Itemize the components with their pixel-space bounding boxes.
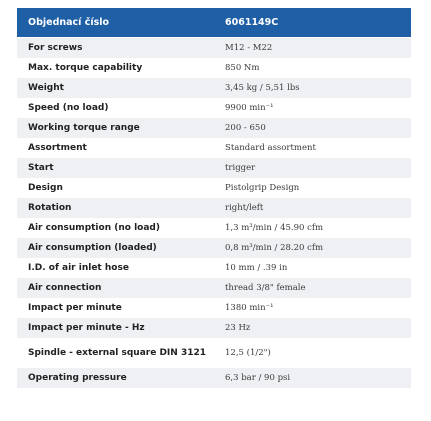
spec-value: right/left <box>214 198 411 218</box>
spec-value: 1,3 m³/min / 45.90 cfm <box>214 218 411 238</box>
spec-value: Standard assortment <box>214 138 411 158</box>
spec-value: 850 Nm <box>214 58 411 78</box>
table-row <box>17 58 411 78</box>
table-row <box>17 78 411 98</box>
table-row <box>17 178 411 198</box>
table-row <box>17 258 411 278</box>
spec-label: For screws <box>17 38 214 59</box>
spec-value: 10 mm / .39 in <box>214 258 411 278</box>
table-row <box>17 278 411 298</box>
spec-value: Pistolgrip Design <box>214 178 411 198</box>
spec-label: Impact per minute <box>17 298 214 318</box>
spec-value: 1380 min⁻¹ <box>214 298 411 318</box>
table-row <box>17 118 411 138</box>
spec-label: Assortment <box>17 138 214 158</box>
spec-table <box>17 8 411 388</box>
spec-label: I.D. of air inlet hose <box>17 258 214 278</box>
spec-value: 200 - 650 <box>214 118 411 138</box>
spec-value: trigger <box>214 158 411 178</box>
header-value: 6061149C <box>214 8 411 38</box>
header-label: Objednací číslo <box>17 8 214 38</box>
table-header-row <box>17 8 411 38</box>
table-row <box>17 218 411 238</box>
spec-label: Start <box>17 158 214 178</box>
table-row <box>17 298 411 318</box>
spec-value: thread 3/8" female <box>214 278 411 298</box>
spec-label: Air consumption (loaded) <box>17 238 214 258</box>
spec-value: M12 - M22 <box>214 38 411 59</box>
table-row <box>17 38 411 59</box>
spec-label: Weight <box>17 78 214 98</box>
spec-label: Working torque range <box>17 118 214 138</box>
table-row <box>17 98 411 118</box>
spec-label: Operating pressure <box>17 368 214 388</box>
spec-value: 0,8 m³/min / 28.20 cfm <box>214 238 411 258</box>
table-row <box>17 368 411 388</box>
table-row <box>17 318 411 338</box>
spec-label: Design <box>17 178 214 198</box>
table-row <box>17 158 411 178</box>
spec-value: 12,5 (1/2") <box>214 338 411 368</box>
spec-label: Max. torque capability <box>17 58 214 78</box>
spec-label: Speed (no load) <box>17 98 214 118</box>
spec-value: 6,3 bar / 90 psi <box>214 368 411 388</box>
spec-label: Impact per minute - Hz <box>17 318 214 338</box>
table-row <box>17 338 411 368</box>
table-row <box>17 198 411 218</box>
spec-value: 9900 min⁻¹ <box>214 98 411 118</box>
spec-label: Rotation <box>17 198 214 218</box>
spec-label: Air consumption (no load) <box>17 218 214 238</box>
spec-value: 3,45 kg / 5,51 lbs <box>214 78 411 98</box>
spec-value: 23 Hz <box>214 318 411 338</box>
table-row <box>17 238 411 258</box>
table-row <box>17 138 411 158</box>
spec-label: Air connection <box>17 278 214 298</box>
spec-label: Spindle - external square DIN 3121 <box>17 338 214 368</box>
